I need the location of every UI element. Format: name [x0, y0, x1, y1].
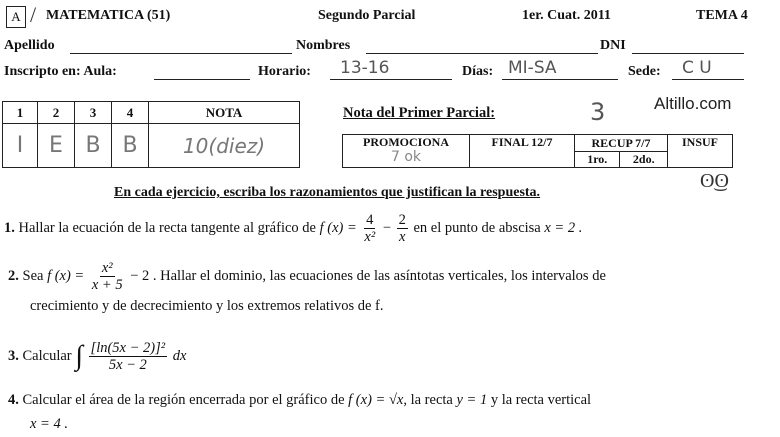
question-1-frac2: $\frac{2}{x}$ [398, 212, 406, 246]
question-1 [4, 212, 774, 245]
grade-header-nota: NOTA [149, 102, 300, 124]
first-partial-label: Nota del Primer Parcial: [343, 105, 496, 121]
insuf-label: INSUF [668, 135, 733, 168]
exam-title: Segundo Parcial [318, 8, 416, 23]
grade-value-nota: 10(diez) [149, 124, 300, 168]
question-1-text-b: en el punto de abscisa [413, 220, 541, 236]
exam-letter-box [6, 6, 26, 28]
question-4-line-x: x = 4 . [30, 416, 68, 432]
question-4-text-b: , la recta [403, 392, 453, 408]
question-1-point: x = 2 . [544, 220, 583, 236]
dias-field[interactable] [502, 79, 618, 80]
nombres-label: Nombres [296, 38, 351, 53]
grade-table [2, 101, 300, 168]
nombres-field[interactable] [366, 53, 598, 54]
promociona-cell [343, 135, 470, 168]
integral-sign: ∫ [75, 340, 83, 372]
question-2-text-c: crecimiento y de decrecimiento y los extremos relativos de f. [30, 298, 384, 314]
grade-value-1: I [3, 124, 38, 168]
dni-field[interactable] [632, 53, 744, 54]
status-table-header-row [343, 135, 733, 152]
horario-label: Horario: [258, 64, 311, 79]
promociona-value: 7 ok [390, 149, 422, 165]
dni-label: DNI [600, 38, 626, 53]
exam-letter: A [11, 9, 21, 24]
apellido-field[interactable] [70, 53, 292, 54]
grade-value-3: B [75, 124, 112, 168]
question-3 [8, 338, 186, 375]
dias-label: Días: [462, 64, 494, 79]
dias-value: MI-SA [508, 58, 557, 78]
grade-table-value-row [3, 124, 300, 168]
question-1-text: Hallar la ecuación de la recta tangente al gráfico de [18, 220, 316, 236]
grade-table-header-row [3, 102, 300, 124]
question-3-number: 3. [8, 348, 19, 364]
question-2-text: Sea [22, 267, 44, 284]
slash-mark: / [30, 2, 37, 27]
grade-value-2: E [38, 124, 75, 168]
recup-2do: 2do. [620, 152, 668, 168]
question-2-text-b: . Hallar el dominio, las ecuaciones de las asíntotas verticales, los intervalos de [152, 267, 606, 284]
final-label: FINAL 12/7 [470, 135, 575, 168]
question-2-tail: − 2 [130, 267, 150, 284]
question-3-frac: $\frac{\text{[ln(5x − 2)]²}}{5x - 2}$ [90, 340, 166, 374]
tema-label: TEMA 4 [696, 8, 748, 23]
subject-title: MATEMATICA (51) [46, 8, 171, 23]
question-3-dx: dx [172, 348, 187, 364]
question-3-text: Calcular [22, 348, 72, 364]
question-4-text: Calcular el área de la región encerrada por el gráfico de [22, 392, 345, 408]
question-2-number: 2. [8, 267, 19, 284]
question-4-function: f (x) = √x [348, 392, 404, 408]
promociona-label: PROMOCIONA [363, 135, 449, 149]
apellido-label: Apellido [4, 38, 55, 53]
term-label: 1er. Cuat. 2011 [522, 8, 611, 23]
question-2-function: f (x) = [47, 267, 85, 284]
grade-header-2: 2 [38, 102, 75, 124]
question-4-number: 4. [8, 392, 19, 408]
question-4-text-c: y la recta vertical [490, 392, 592, 408]
inscripto-label: Inscripto en: Aula: [4, 64, 117, 79]
recup-1ro: 1ro. [575, 152, 620, 168]
status-table [342, 134, 733, 168]
question-4 [8, 392, 778, 409]
grade-header-3: 3 [75, 102, 112, 124]
question-2-frac: $\frac{\text{x²}}{x + 5}$ [91, 260, 123, 293]
sede-field[interactable] [672, 79, 744, 80]
grade-header-4: 4 [112, 102, 149, 124]
question-1-function: f (x) = [319, 220, 357, 236]
aula-field[interactable] [154, 79, 250, 80]
sede-label: Sede: [628, 64, 661, 79]
sede-value: C U [682, 58, 712, 78]
doodle-face: ʘ͜ʘ [700, 170, 729, 192]
horario-value: 13-16 [340, 58, 390, 78]
watermark: Altillo.com [654, 94, 732, 113]
grade-value-4: B [112, 124, 149, 168]
question-1-frac1: $\frac{4}{\text{x²}}$ [364, 212, 376, 246]
grade-header-1: 1 [3, 102, 38, 124]
instruction-text: En cada ejercicio, escriba los razonamientos que justifican la respuesta. [114, 185, 541, 200]
question-2 [8, 260, 778, 293]
question-1-number: 1. [4, 220, 15, 236]
recup-label: RECUP 7/7 [575, 135, 668, 152]
question-4-line-y: y = 1 [456, 392, 488, 408]
first-partial-value: 3 [590, 98, 606, 126]
horario-field[interactable] [330, 79, 452, 80]
question-1-minus: − [382, 220, 391, 236]
